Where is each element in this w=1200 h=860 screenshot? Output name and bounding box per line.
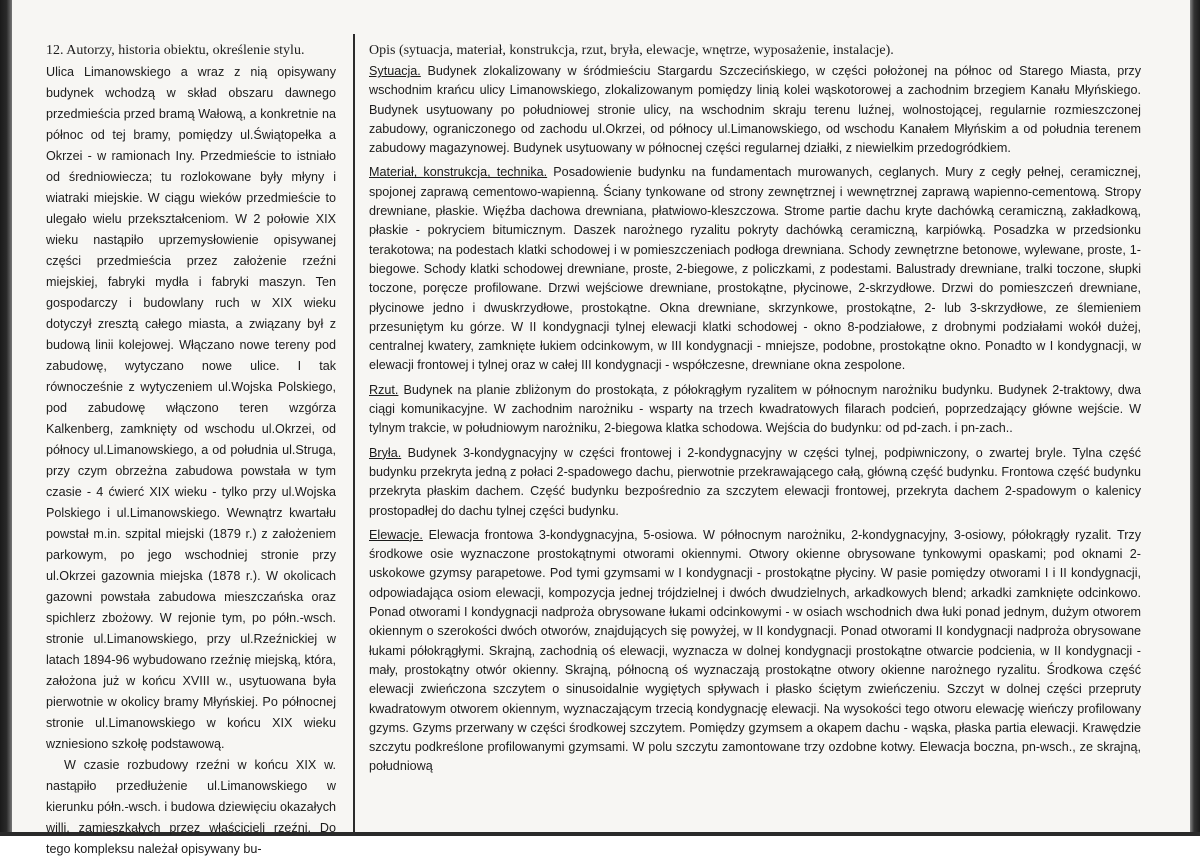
section-rzut [369,381,1141,439]
section-text: Budynek zlokalizowany w śródmieściu Stargardu Szczecińskiego, w części położonej na północ od Starego Miasta, przy wschodnim krańcu ulicy Limanowskiego, zlokalizowanym pomiędzy linią kolei wąskotorowej a zachodnim brzegiem Kanału Młyńskiego. Budynek usytuowany po południowej stronie ulicy, na wschodnim skraju terenu luźnej, wolnostojącej, regularnie rozmieszczonej zabudowy, ograniczonego od zachodu ul.Okrzei, od północy ul.Limanowskiego, od wschodu Kanałem Młyńskim a od południa terenem zabudowy magazynowej. Budynek usytuowany w północnej części regularnej działki, z niewielkim przedogródkiem. [369,64,1141,156]
scan-edge-left [0,0,12,836]
column-divider [353,34,355,836]
history-heading: 12. Autorzy, historia obiektu, określenie stylu. [46,43,305,58]
section-bryla [369,444,1141,521]
section-text: Elewacja frontowa 3-kondygnacyjna, 5-osiowa. W północnym narożniku, 2-kondygnacyjny, 3-osiowy, półokrągły ryzalit. Trzy środkowe osie wyznaczone prostokątnymi otworami okiennymi. Otwory okienne obrysowane tynkowymi opaskami; pod oknami 2-uskokowe gzymsy parapetowe. Pod tymi gzymsami w I kondygnacji - prostokątne płyciny. W pasie pomiędzy otworami I i II kondygnacji, odpowiadająca osiom elewacji, kompozycja jednej trójdzielnej i dwóch dwudzielnych, arkadkowych blend; arkadki zamknięte odcinkowo. Ponad otworami I kondygnacji nadproża obrysowane łukami odcinkowymi - w osiach wschodnich dwa łuki ponad jednym, dużym otworem okiennym o szerokości dwóch otworów, znajdujących się powyżej, w II kondygnacji. Ponad otworami II kondygnacji nadproża obrysowane łukami półokrągłymi. Skrajną, zachodnią oś elewacji, wyznacza w dolnej kondygnacji prostokątne otwarcie podcienia, w II kondygnacji - mały, prostokątny otwór okienny. Skrajną, północną oś wyznaczają prostokątne otwory okienne narożnego ryzalitu. Środkowa część elewacji zwieńczona szczytem o sinusoidalnie wygiętych spływach i płasko ściętym zwieńczeniu. Szczyt w dolnej części przepruty kwadratowym otworem okiennym, wyznaczającym trzecią kondygnację elewacji. Na wysokości tego otworu elewację wieńczy profilowany gzyms. Gzyms przerwany w części środkowej szczytem. Pomiędzy gzymsem a okapem dachu - wąska, płaska partia elewacji. Krawędzie szczytu podkreślone profilowanymi gzymsami. W polu szczytu zamontowane trzy ozdobne kotwy. Elewacja boczna, pn-wsch., ze skrajną, południową [369,527,1141,774]
section-text: Posadowienie budynku na fundamentach murowanych, ceglanych. Mury z cegły pełnej, ceramicznej, spojonej zaprawą cementowo-wapienną. Ściany tynkowane od strony zewnętrznej i wewnętrznej zaprawą wapienno-cementową. Stropy drewniane, płaskie. Więźba dachowa drewniana, płatwiowo-kleszczowa. Strome partie dachu kryte dachówką ceramiczną, zakładkową, płaskie - pokryciem bitumicznym. Daszek narożnego ryzalitu pokryty dachówką ceramiczną, karpiówką. Posadzka w przedsionku terakotowa; na podestach klatki schodowej i w pomieszczeniach podłoga drewniana. Schody zewnętrzne betonowe, wylewane, proste, 1-biegowe. Schody klatki schodowej drewniane, proste, 2-biegowe, z policzkami, z podestami. Balustrady drewniane, tralki toczone, słupki toczone, poręcze profilowane. Drzwi wejściowe drewniane, prostokątne, płycinowe, 2-skrzydłowe. Drzwi do pomieszczeń drewniane, płycinowe jedno i dwuskrzydłowe, prostokątne. Okna drewniane, skrzynkowe, prostokątne, 2- lub 3-skrzydłowe, ze ślemieniem przesuniętym ku górze. W II kondygnacji tylnej elewacji klatki schodowej - okno 8-podziałowe, z drobnymi podziałami wokół dużej, centralnej kwatery, zamknięte łukiem odcinkowym, w III kondygnacji - mniejsze, podobne, prostokątne okno. Ponadto w I kondygnacji, w elewacji frontowej i tylnej oraz w całej III kondygnacji - współczesne, drewniane okna zespolone. [369,165,1141,373]
section-sytuacja [369,62,1141,158]
description-heading: Opis (sytuacja, materiał, konstrukcja, rzut, bryła, elewacje, wnętrze, wyposażenie, instalacje). [369,43,894,58]
section-elewacje [369,526,1141,777]
section-label: Rzut. [369,382,399,397]
history-paragraph-2: W czasie rozbudowy rzeźni w końcu XIX w. nastąpiło przedłużenie ul.Limanowskiego w kierunku półn.-wsch. i budowa dziewięciu okazałych willi, zamieszkałych przez właścicieli rzeźni. Do tego kompleksu należał opisywany bu- [46,758,336,856]
history-paragraph-1: Ulica Limanowskiego a wraz z nią opisywany budynek wchodzą w skład obszaru dawnego przedmieścia przed bramą Wałową, a konkretnie na północ od tej bramy, pomiędzy ul.Świątopełka a Okrzei - w ramionach Iny. Przedmieście to istniało od średniowiecza; tu rozlokowane były młyny i wiatraki miejskie. W ciągu wieków przedmieście to ulegało wielu przekształceniom. W 2 połowie XIX wieku nastąpiło uprzemysłowienie opisywanej części przedmieścia przez założenie rzeźni miejskiej, fabryki mydła i fabryki maszyn. Ten gospodarczy i budowlany ruch w XIX wieku dotyczył zresztą całego miasta, a związany był z budową linii kolejowej. Włączano nowe tereny pod zabudowę, wytyczano nowe ulice. I tak równocześnie z wytyczeniem ul.Wojska Polskiego, pod zabudowę włączono teren wzgórza Kalkenberg, zamknięty od wschodu ul.Okrzei, od północy ul.Limanowskiego, a od południa ul.Struga, przy czym obrzeżna zabudowa powstała w tym czasie - 4 ćwierć XIX wieku - tylko przy ul.Wojska Polskiego i ul.Limanowskiego. Wewnątrz kwartału powstał m.in. szpital miejski (1879 r.) z założeniem parkowym, po jego wschodniej stronie przy ul.Okrzei gazownia miejska (1878 r.). W okolicach gazowni powstała zabudowa mieszczańska oraz spichlerz zbożowy. W rejonie tym, po półn.-wsch. stronie ul.Limanowskiego, przy ul.Rzeźnickiej w latach 1894-96 wybudowano rzeźnię miejską, która, założona już w końcu XVIII w., usytuowana była pierwotnie w okolicy bramy Młyńskiej. Po północnej stronie ul.Limanowskiego w końcu XIX wieku wzniesiono szkołę podstawową. [46,65,336,751]
section-material [369,163,1141,375]
left-column [46,40,336,860]
scan-edge-right [1190,0,1200,836]
section-text: Budynek 3-kondygnacyjny w części frontowej i 2-kondygnacyjny w części tylnej, podpiwniczony, o zwartej bryle. Tylna część budynku przekryta jedną z połaci 2-spadowego dachu, pierwotnie przekrawającego całą, główną część budynku. Frontowa część budynku przekryta płaskim dachem. Część budynku bezpośrednio za szczytem elewacji frontowej, przekryta dachem 2-spadowym o kalenicy prostopadłej do dachu tylnej części budynku. [369,445,1141,518]
section-label: Elewacje. [369,527,423,542]
section-label: Materiał, konstrukcja, technika. [369,165,548,180]
section-label: Bryła. [369,445,402,460]
section-text: Budynek na planie zbliżonym do prostokąta, z półokrągłym ryzalitem w północnym narożniku budynku. Budynek 2-traktowy, dwa ciągi komunikacyjne. W zachodnim narożniku - wsparty na trzech kwadratowych filarach podcień, poprzedzający główne wejście. W tylnym trakcie, w południowym narożniku, 2-biegowa klatka schodowa. Wejścia do budynku: od pd-zach. i pn-zach.. [369,382,1141,436]
right-column [369,40,1141,782]
section-label: Sytuacja. [369,64,421,78]
